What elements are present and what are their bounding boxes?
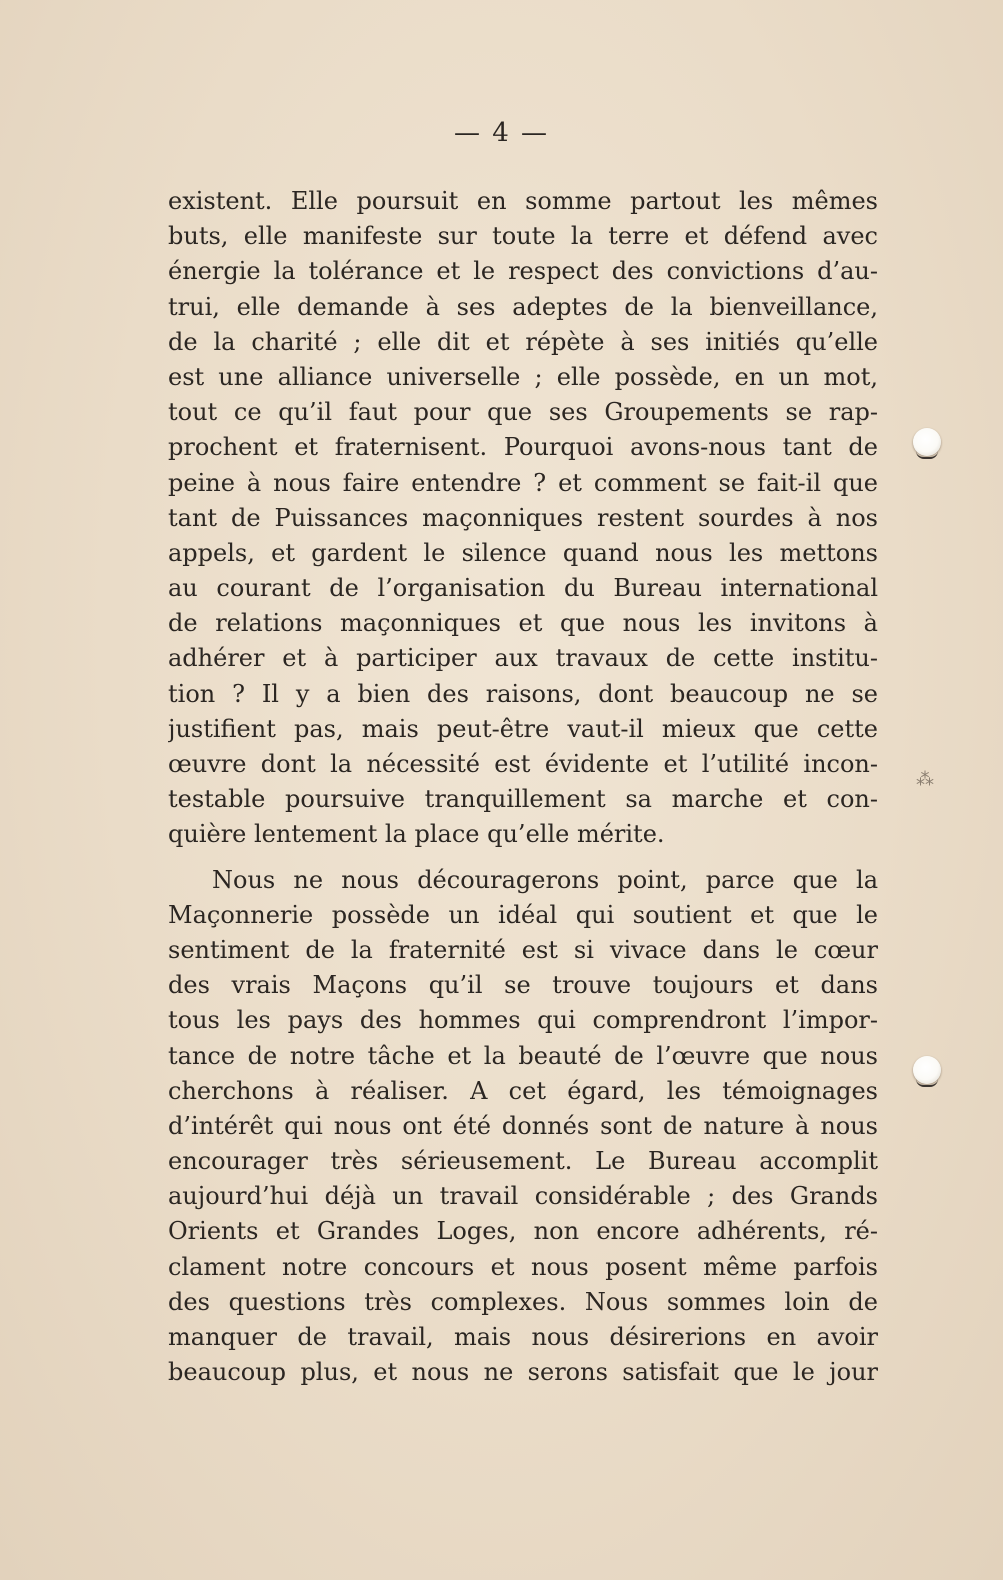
text-line: sentiment de la fraternité est si vivace dans le cœur (168, 935, 878, 964)
text-line: testable poursuive tranquillement sa marche et con- (168, 785, 878, 814)
text-line: énergie la tolérance et le respect des convictions d’au- (168, 257, 878, 286)
text-line: tance de notre tâche et la beauté de l’œuvre que nous (168, 1041, 878, 1070)
text-line: justifient pas, mais peut-être vaut-il mieux que cette (168, 714, 878, 743)
text-line: œuvre dont la nécessité est évidente et l’utilité incon- (168, 750, 878, 778)
text-line: de relations maçonniques et que nous les invitons à (168, 609, 878, 638)
text-line: tant de Puissances maçonniques restent sourdes à nos (168, 503, 878, 532)
text-line: de la charité ; elle dit et répète à ses initiés qu’elle (168, 327, 878, 356)
ink-smudge-mark: ⁂ (916, 769, 934, 790)
text-line: quière lentement la place qu’elle mérite. (168, 820, 665, 849)
text-line: tion ? Il y a bien des raisons, dont beaucoup ne se (168, 679, 878, 708)
binding-hole-upper (913, 428, 941, 456)
text-line: trui, elle demande à ses adeptes de la bienveillance, (168, 292, 878, 321)
text-line: d’intérêt qui nous ont été donnés sont de nature à nous (168, 1111, 878, 1140)
text-line: Maçonnerie possède un idéal qui soutient et que le (168, 900, 878, 929)
text-line: Orients et Grandes Loges, non encore adhérents, ré- (168, 1217, 878, 1246)
binding-hole-lower (913, 1056, 941, 1084)
page-number: — 4 — (453, 118, 550, 148)
text-line: adhérer et à participer aux travaux de cette institu- (168, 644, 878, 673)
text-line: prochent et fraternisent. Pourquoi avons-nous tant de (168, 433, 878, 462)
text-block (168, 184, 878, 1390)
text-line: manquer de travail, mais nous désirerions en avoir (168, 1323, 878, 1351)
text-line: cherchons à réaliser. A cet égard, les témoignages (168, 1076, 878, 1105)
text-line: encourager très sérieusement. Le Bureau accomplit (168, 1147, 878, 1176)
text-line: tous les pays des hommes qui comprendront l’impor- (168, 1006, 878, 1035)
text-line: buts, elle manifeste sur toute la terre et défend avec (168, 222, 878, 251)
text-line: est une alliance universelle ; elle possède, en un mot, (168, 362, 878, 391)
text-line: Nous ne nous découragerons point, parce que la (212, 865, 878, 894)
text-line: beaucoup plus, et nous ne serons satisfait que le jour (168, 1358, 878, 1387)
text-line: appels, et gardent le silence quand nous les mettons (168, 538, 878, 567)
text-line: des questions très complexes. Nous sommes loin de (168, 1287, 878, 1316)
text-line: clament notre concours et nous posent même parfois (168, 1252, 878, 1281)
text-line: aujourd’hui déjà un travail considérable ; des Grands (168, 1182, 878, 1211)
paragraph-gap (168, 853, 878, 863)
text-line: peine à nous faire entendre ? et comment se fait-il que (168, 468, 878, 497)
text-line: au courant de l’organisation du Bureau international (168, 574, 878, 603)
text-line: existent. Elle poursuit en somme partout les mêmes (168, 187, 878, 215)
text-line: tout ce qu’il faut pour que ses Groupements se rap- (168, 398, 878, 427)
text-line: des vrais Maçons qu’il se trouve toujours et dans (168, 971, 878, 1000)
